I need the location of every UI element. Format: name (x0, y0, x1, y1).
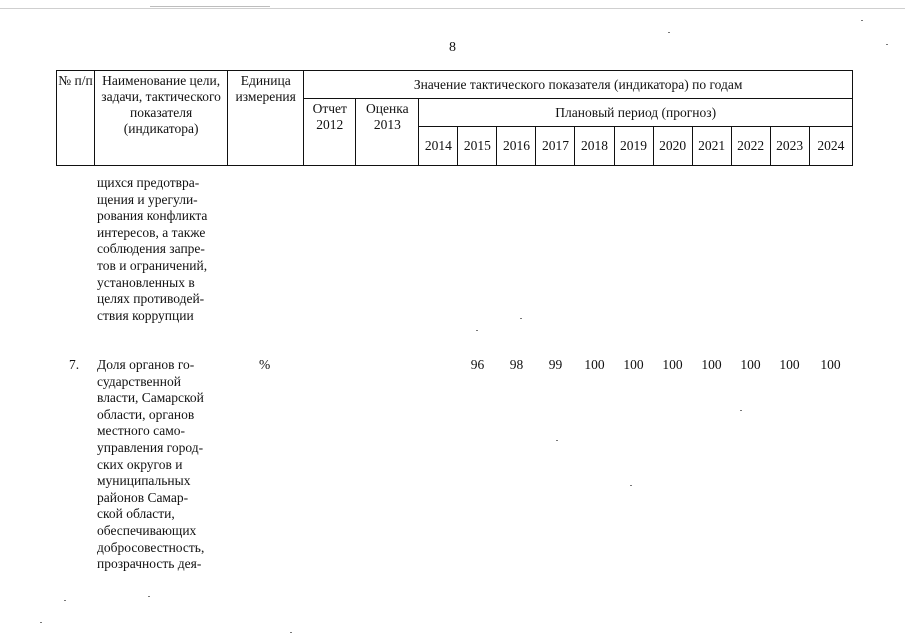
header-report-2012: Отчет 2012 (304, 99, 356, 166)
header-year: 2022 (731, 127, 770, 166)
row7-value-2020: 100 (662, 357, 683, 372)
header-year: 2023 (770, 127, 809, 166)
text-line: Доля органов го- (97, 357, 195, 372)
text-line: рования конфликта (97, 208, 208, 224)
text-line: районов Самар- (97, 489, 189, 505)
scan-speck (520, 318, 522, 319)
scan-speck (40, 622, 42, 623)
row7-value-2018: 100 (584, 357, 605, 372)
header-year: 2021 (692, 127, 731, 166)
scan-speck (886, 44, 888, 45)
row7-value-2023: 100 (779, 357, 800, 372)
row7-value-2022: 100 (740, 357, 761, 372)
header-year: 2019 (614, 127, 653, 166)
header-planned-period: Плановый период (прогноз) (419, 99, 853, 127)
scan-speck (740, 410, 742, 411)
text-line: обеспечивающих (97, 522, 197, 538)
header-year: 2016 (497, 127, 536, 166)
scan-speck (148, 596, 150, 597)
header-name: Наименование цели, задачи, тактического показателя (индикатора) (95, 71, 228, 166)
scan-speck (64, 600, 66, 601)
text-line: прозрачность дея- (97, 556, 202, 572)
row6-name-continuation (97, 175, 225, 324)
scan-top-edge-line (150, 6, 270, 7)
text-line: муниципальных (97, 473, 191, 489)
row7-value-2017: 99 (548, 357, 563, 372)
text-line: управления город- (97, 439, 204, 455)
header-year: 2020 (653, 127, 692, 166)
row7-value-2015: 96 (470, 357, 485, 372)
text-line: целях противодей- (97, 291, 205, 307)
scan-speck (290, 632, 292, 633)
text-line: щихся предотвра- (97, 175, 200, 190)
scan-speck (630, 485, 632, 486)
header-values-title: Значение тактического показателя (индикатора) по годам (304, 71, 853, 99)
scan-top-edge-line (0, 8, 905, 9)
text-line: соблюдения запре- (97, 241, 205, 257)
row7-value-2021: 100 (701, 357, 722, 372)
row7-name (97, 357, 225, 573)
scan-speck (556, 440, 558, 441)
header-year: 2014 (419, 127, 458, 166)
text-line: добросовестность, (97, 539, 205, 555)
scan-speck (668, 32, 670, 33)
text-line: власти, Самарской (97, 390, 204, 406)
text-line: установленных в (97, 274, 195, 290)
text-line: щения и урегули- (97, 191, 198, 207)
row7-value-2019: 100 (623, 357, 644, 372)
text-line: ствия коррупции (97, 307, 194, 323)
header-year: 2024 (809, 127, 852, 166)
header-year: 2018 (575, 127, 614, 166)
row7-value-2016: 98 (509, 357, 524, 372)
scan-speck (476, 330, 478, 331)
header-year: 2015 (458, 127, 497, 166)
row7-number: 7. (69, 357, 80, 372)
text-line: интересов, а также (97, 224, 206, 240)
text-line: местного само- (97, 423, 186, 439)
scan-speck (861, 20, 863, 21)
text-line: ской области, (97, 506, 175, 522)
header-number: № п/п (57, 71, 95, 166)
header-unit: Единица измерения (228, 71, 304, 166)
text-line: области, органов (97, 406, 195, 422)
header-year: 2017 (536, 127, 575, 166)
text-line: сударственной (97, 373, 181, 389)
table-header (56, 70, 853, 166)
text-line: ских округов и (97, 456, 183, 472)
row7-value-2024: 100 (820, 357, 841, 372)
text-line: тов и ограничений, (97, 257, 208, 273)
page-number: 8 (449, 40, 456, 55)
header-estimate-2013: Оценка 2013 (356, 99, 419, 166)
row7-unit: % (259, 357, 271, 372)
